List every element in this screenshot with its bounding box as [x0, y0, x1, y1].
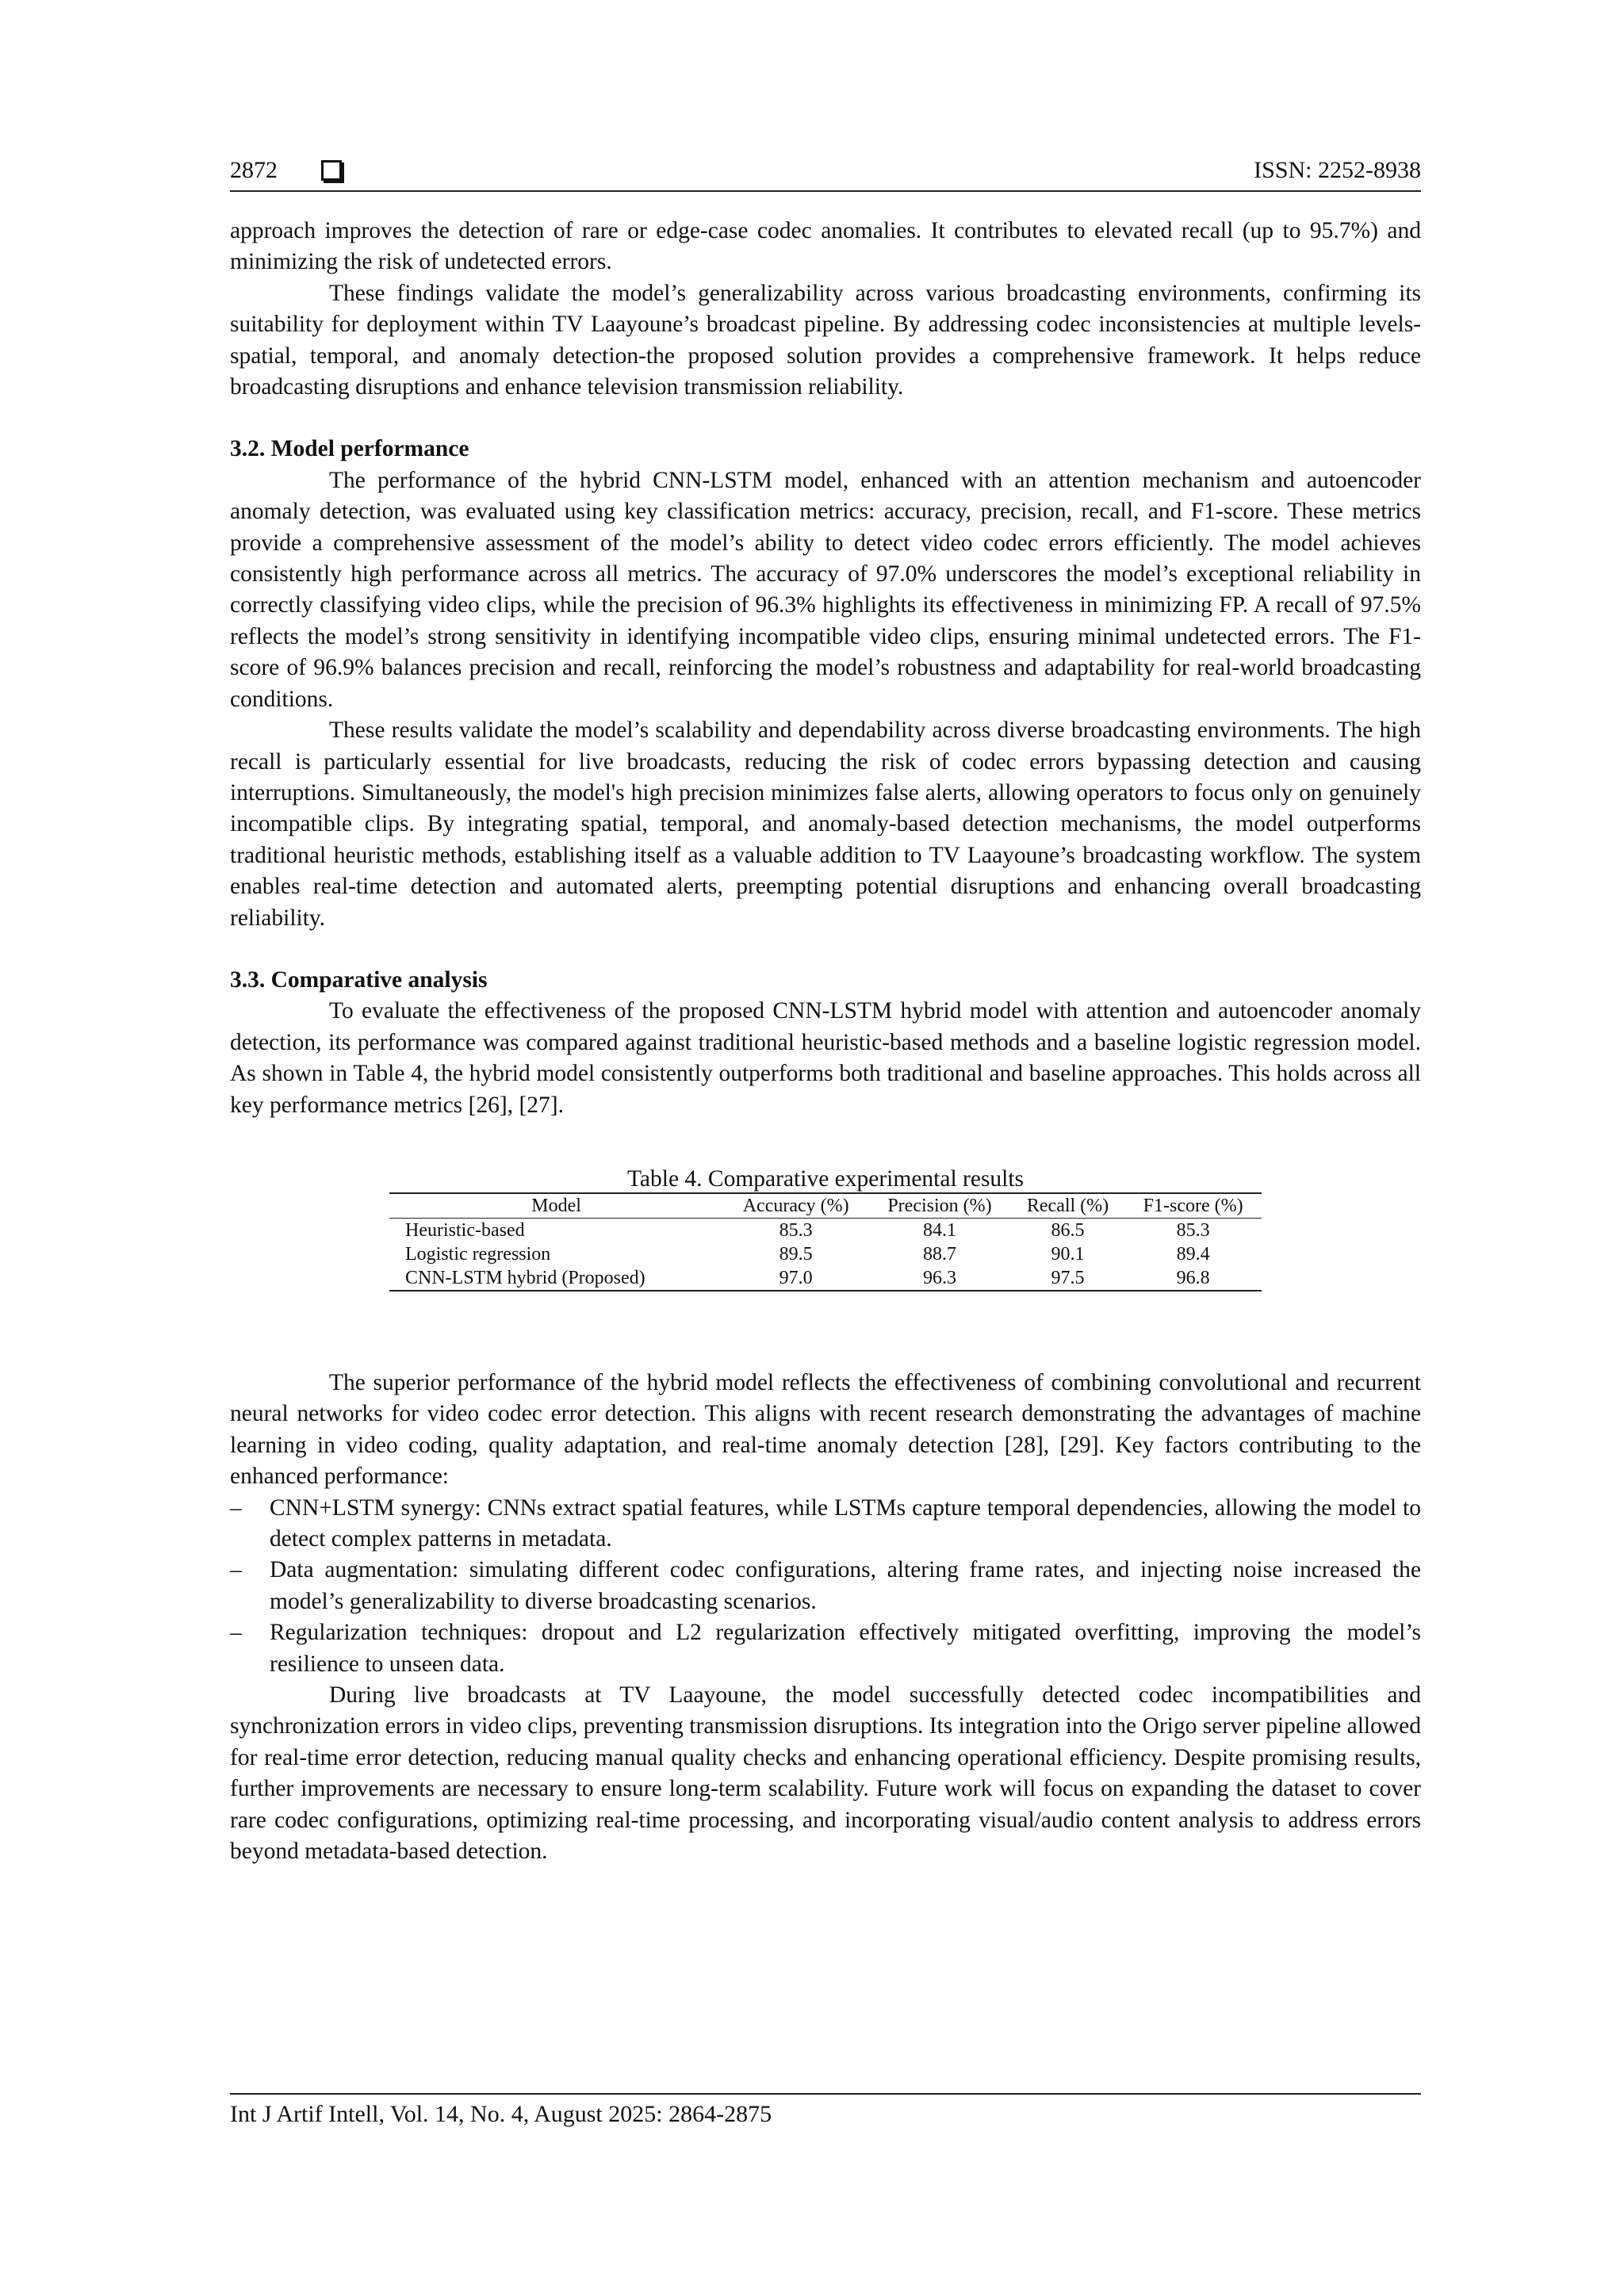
paragraph: To evaluate the effectiveness of the proposed CNN-LSTM hybrid model with attention and autoencoder anomaly detection, its performance was compared against traditional heuristic-based methods and a baseline logistic regression model. As shown in Table 4, the hybrid model consistently outperforms both traditional and baseline approaches. This holds across all key performance metrics [26], [27].	[230, 998, 1421, 1118]
table-cell: 97.0	[779, 1267, 813, 1288]
page-footer	[230, 2093, 1421, 2128]
checkbox-square-icon	[321, 160, 342, 181]
paragraph-continuation: approach improves the detection of rare or edge-case codec anomalies. It contributes to elevated recall (up to 95.7%) and minimizing the risk of undetected errors.	[230, 218, 1421, 275]
paragraph: The performance of the hybrid CNN-LSTM model, enhanced with an attention mechanism and autoencoder anomaly detection, was evaluated using key classification metrics: accuracy, precision, recall, and F1-score. These metrics provide a comprehensive assessment of the model’s ability to detect video codec errors efficiently. The model achieves consistently high performance across all metrics. The accuracy of 97.0% underscores the model’s exceptional reliability in correctly classifying video clips, while the precision of 96.3% highlights its effectiveness in minimizing FP. A recall of 97.5% reflects the model’s strong sensitivity in identifying incompatible video clips, ensuring minimal undetected errors. The F1-score of 96.9% balances precision and recall, reinforcing the model’s robustness and adaptability for real-world broadcasting conditions.	[230, 467, 1421, 712]
table-container	[389, 1165, 1262, 1292]
page-header	[230, 155, 1421, 192]
column-header: Recall (%)	[1011, 1193, 1124, 1219]
paragraph: These findings validate the model’s generalizability across various broadcasting environments, confirming its suitability for deployment within TV Laayoune’s broadcast pipeline. By addressing codec inconsistencies at multiple levels-spatial, temporal, and anomaly detection-the proposed solution provides a comprehensive framework. It helps reduce broadcasting disruptions and enhance television transmission reliability.	[230, 280, 1421, 400]
article-body	[230, 216, 1421, 1867]
table-row	[389, 1266, 1262, 1291]
dash-bullet: –	[230, 1557, 242, 1583]
table-row	[389, 1218, 1262, 1242]
factor-list	[230, 1493, 1421, 1680]
list-item-text: Data augmentation: simulating different codec configurations, altering frame rates, and injecting noise increased the model’s generalizability to diverse broadcasting scenarios.	[270, 1557, 1421, 1614]
table-cell: 88.7	[922, 1243, 956, 1265]
table-cell: 84.1	[922, 1219, 956, 1241]
section-heading-comparative-analysis: 3.3. Comparative analysis	[230, 966, 488, 993]
list-item	[230, 1493, 1421, 1556]
table-cell: CNN-LSTM hybrid (Proposed)	[405, 1267, 645, 1288]
paragraph: During live broadcasts at TV Laayoune, the model successfully detected codec incompatibilities and synchronization errors in video clips, preventing transmission disruptions. Its integration into the Origo server pipeline allowed for real-time error detection, reducing manual quality checks and enhancing operational efficiency. Despite promising results, further improvements are necessary to ensure long-term scalability. Future work will focus on expanding the dataset to cover rare codec configurations, optimizing real-time processing, and incorporating visual/audio content analysis to address errors beyond metadata-based detection.	[230, 1682, 1421, 1865]
list-item-text: Regularization techniques: dropout and L2 regularization effectively mitigated overfitting, improving the model’s resilience to unseen data.	[270, 1620, 1421, 1677]
table-header-row	[389, 1193, 1262, 1219]
table-caption: Table 4. Comparative experimental results	[626, 1165, 1025, 1192]
section-heading-model-performance: 3.2. Model performance	[230, 436, 469, 462]
comparative-results-table	[389, 1192, 1262, 1292]
list-item-text: CNN+LSTM synergy: CNNs extract spatial features, while LSTMs capture temporal dependencies, allowing the model to detect complex patterns in metadata.	[270, 1494, 1421, 1552]
table-cell: 97.5	[1051, 1267, 1085, 1288]
page-number: 2872	[230, 157, 278, 183]
list-item	[230, 1555, 1421, 1617]
dash-bullet: –	[230, 1620, 242, 1646]
list-item	[230, 1617, 1421, 1680]
table-cell: Heuristic-based	[405, 1219, 525, 1241]
column-header: Model	[389, 1193, 723, 1219]
issn-label: ISSN: 2252-8938	[1254, 157, 1421, 183]
table-cell: 96.3	[922, 1267, 956, 1288]
table-cell: 90.1	[1051, 1243, 1085, 1265]
table-cell: 85.3	[1176, 1219, 1210, 1241]
table-cell: 85.3	[779, 1219, 813, 1241]
paragraph: These results validate the model’s scalability and dependability across diverse broadcasting environments. The high recall is particularly essential for live broadcasts, reducing the risk of codec errors bypassing detection and causing interruptions. Simultaneously, the model's high precision minimizes false alerts, allowing operators to focus only on genuinely incompatible clips. By integrating spatial, temporal, and anomaly-based detection mechanisms, the model outperforms traditional heuristic methods, establishing itself as a valuable addition to TV Laayoune’s broadcasting workflow. The system enables real-time detection and automated alerts, preempting potential disruptions and enhancing overall broadcasting reliability.	[230, 718, 1421, 931]
table-cell: Logistic regression	[405, 1243, 551, 1265]
column-header: Accuracy (%)	[723, 1193, 868, 1219]
table-cell: 86.5	[1051, 1219, 1085, 1241]
table-cell: 96.8	[1176, 1267, 1210, 1288]
column-header: F1-score (%)	[1124, 1193, 1262, 1219]
journal-citation: Int J Artif Intell, Vol. 14, No. 4, August 2025: 2864-2875	[230, 2101, 772, 2127]
paragraph: The superior performance of the hybrid model reflects the effectiveness of combining convolutional and recurrent neural networks for video codec error detection. This aligns with recent research demonstrating the advantages of machine learning in video coding, quality adaptation, and real-time anomaly detection [28], [29]. Key factors contributing to the enhanced performance:	[230, 1369, 1421, 1490]
dash-bullet: –	[230, 1494, 242, 1521]
table-cell: 89.5	[779, 1243, 813, 1265]
table-cell: 89.4	[1176, 1243, 1210, 1265]
table-row	[389, 1242, 1262, 1266]
column-header: Precision (%)	[868, 1193, 1011, 1219]
